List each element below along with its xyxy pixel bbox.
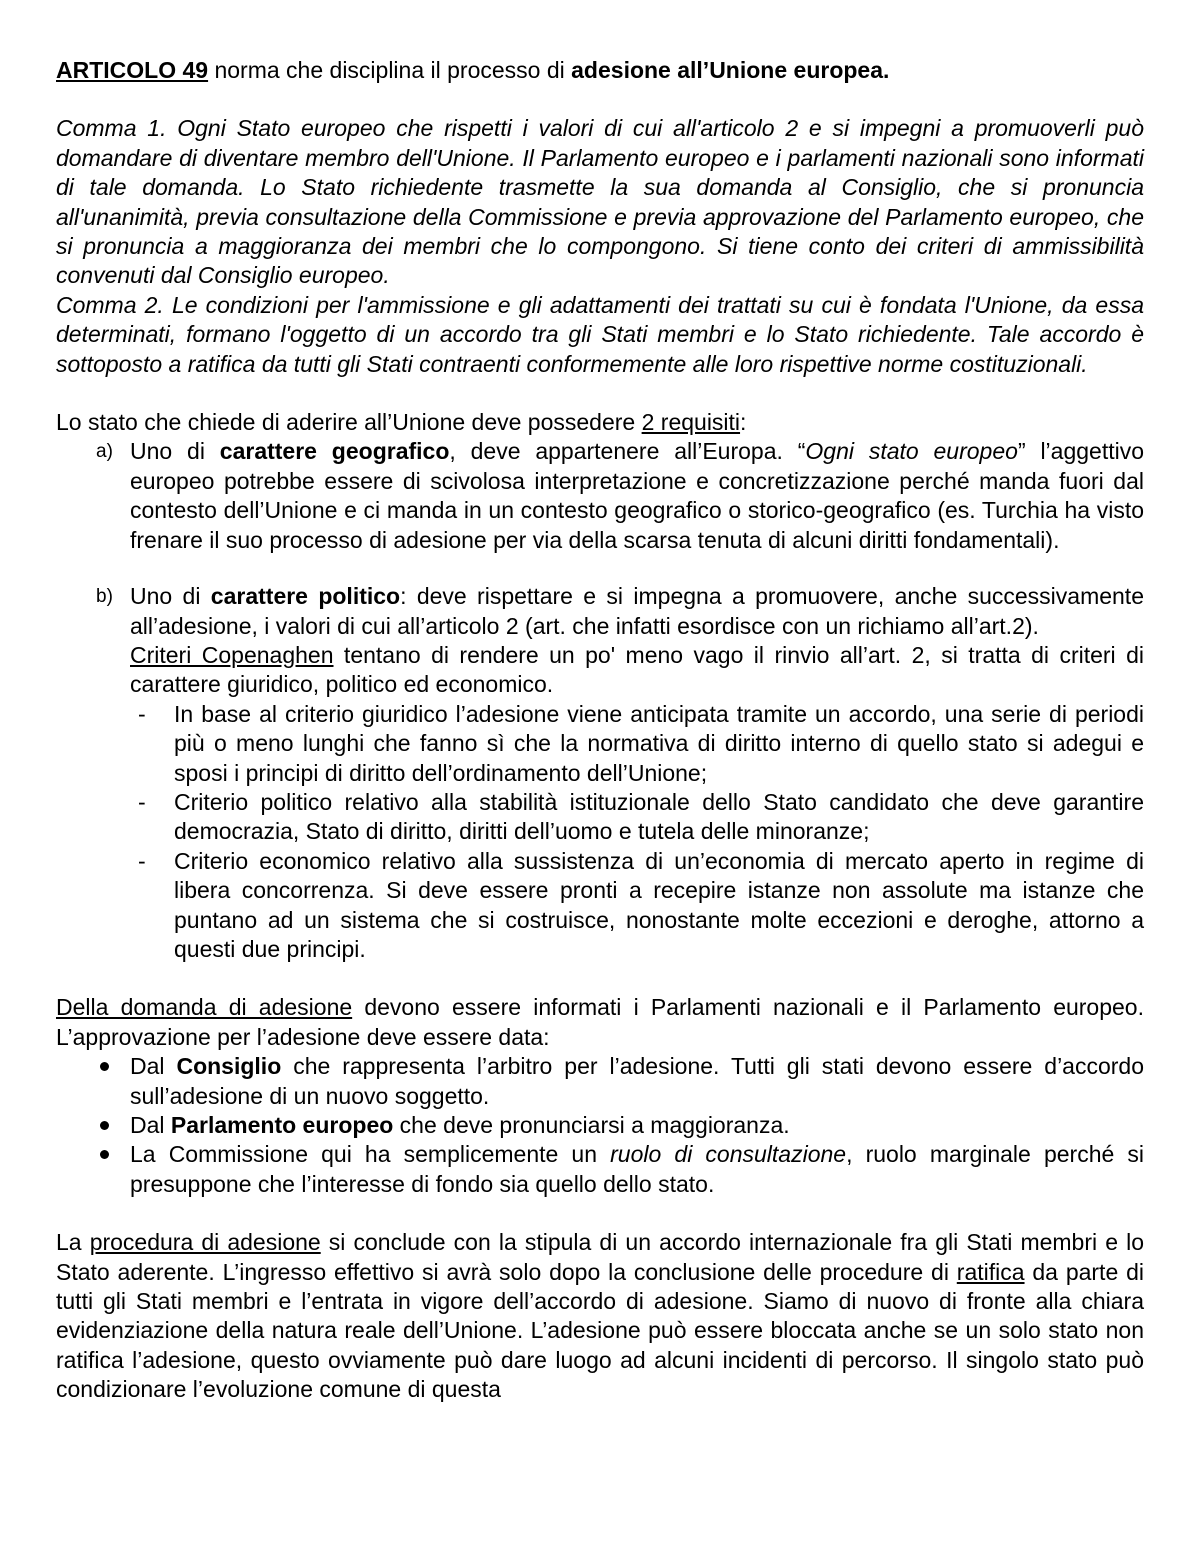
domanda-paragraph xyxy=(56,993,1144,1052)
list-marker-a: a) xyxy=(96,441,113,463)
item-b-bold: carattere politico xyxy=(210,583,401,610)
article-heading-text: norma che disciplina il processo di xyxy=(208,57,572,83)
dash-item xyxy=(56,700,1144,788)
requisiti-intro-text: Lo stato che chiede di aderire all’Unione deve possedere xyxy=(56,409,642,436)
bullet-item-parlamento xyxy=(56,1111,1144,1140)
item-b-t2: : deve rispettare e si impegna a promuovere, anche successivamente all’adesione, i valori di cui all’articolo 2 (art. che infatti esordisce con un richiamo all’art.2). xyxy=(130,583,1144,639)
copenaghen-text xyxy=(130,641,1144,700)
bullet-pre: La Commissione qui ha semplicemente un xyxy=(130,1141,611,1168)
bullet-text: , ruolo marginale perché si presuppone che l’interesse di fondo sia quello dello stato. xyxy=(130,1141,1145,1197)
item-a-bold: carattere geografico xyxy=(219,438,450,465)
procedura-t1: La xyxy=(56,1229,90,1256)
domanda-underline: Della domanda di adesione xyxy=(56,994,353,1021)
procedura-t3: da parte di tutti gli Stati membri e l’entrata in vigore dell’accordo di adesione. Siamo di nuovo di fronte alla chiara evidenziazione della natura reale dell’Unione. L’adesione può essere bloccata anche se un solo stato non ratifica l’adesione, questo ovviamente può dare luogo ad alcuni incidenti di percorso. Il singolo stato può condizionare l’evoluzione comune di questa xyxy=(56,1258,1144,1403)
ratifica-underline: ratifica xyxy=(956,1258,1025,1285)
bullet-italic: ruolo di consultazione xyxy=(610,1141,847,1168)
item-a-italic: Ogni stato europeo xyxy=(805,438,1018,465)
comma-1: Comma 1. Ogni Stato europeo che rispetti i valori di cui all'articolo 2 e si impegni a promuoverli può domandare di diventare membro dell'Unione. Il Parlamento europeo e i parlamenti nazionali sono informati di tale domanda. Lo Stato richiedente trasmette la sua domanda al Consiglio, che si pronuncia all'unanimità, previa consultazione della Commissione e previa approvazione del Parlamento europeo, che si pronuncia a maggioranza dei membri che lo compongono. Si tiene conto dei criteri di ammissibilità convenuti dal Consiglio europeo. xyxy=(56,115,1144,289)
bullet-icon xyxy=(100,1150,109,1159)
item-a-t3: ” l’aggettivo europeo potrebbe essere di scivolosa interpretazione e concretizzazione perché manda fuori dal contesto dell’Unione e ci manda in un contesto geografico o storico-geografico (es. Turchia ha visto frenare il suo processo di adesione per via della scarsa tenuta di alcuni diritti fondamentali). xyxy=(130,438,1145,553)
copenaghen-desc: tentano di rendere un po' meno vago il rinvio all’art. 2, si tratta di criteri di carattere giuridico, politico ed economico. xyxy=(130,641,1145,698)
copenaghen-link: Criteri Copenaghen xyxy=(130,641,334,668)
dash-marker: - xyxy=(138,847,146,874)
article-heading xyxy=(56,56,1144,85)
article-label: ARTICOLO 49 xyxy=(56,57,209,83)
bullet-bold: Parlamento europeo xyxy=(170,1112,394,1138)
article-heading-bold: adesione all’Unione europea. xyxy=(571,57,890,83)
comma-2: Comma 2. Le condizioni per l'ammissione e gli adattamenti dei trattati su cui è fondata l'Unione, da essa determinati, formano l'oggetto di un accordo tra gli Stati membri e lo Stato richiedente. Tale accordo è sottoposto a ratifica da tutti gli Stati contraenti conformemente alle loro rispettive norme costituzionali. xyxy=(56,291,1144,377)
bullet-icon xyxy=(100,1121,109,1130)
item-a-t2: , deve appartenere all’Europa. “ xyxy=(449,438,806,465)
list-item-b xyxy=(56,582,1144,700)
bullet-text: che deve pronunciarsi a maggioranza. xyxy=(393,1112,790,1138)
bullet-item-consiglio xyxy=(56,1052,1144,1111)
item-b-text xyxy=(130,582,1144,641)
bullet-item-commissione xyxy=(56,1140,1144,1199)
dash-text: In base al criterio giuridico l’adesione viene anticipata tramite un accordo, una serie di periodi più o meno lunghi che fanno sì che la normativa di diritto interno di quello stato si adegui e sposi i principi di diritto dell’ordinamento dell’Unione; xyxy=(174,700,1144,786)
dash-text: Criterio economico relativo alla sussistenza di un’economia di mercato aperto in regime di libera concorrenza. Si deve essere pronti a recepire istanze non assolute ma istanze che puntano ad un sistema che si costruisce, nonostante molte eccezioni e deroghe, attorno a questi due principi. xyxy=(174,847,1144,962)
list-item-a xyxy=(56,437,1144,555)
procedura-underline: procedura di adesione xyxy=(89,1229,321,1256)
list-marker-b: b) xyxy=(96,586,113,608)
procedura-paragraph xyxy=(56,1228,1144,1404)
item-b-t1: Uno di xyxy=(130,583,211,610)
procedura-t2: si conclude con la stipula di un accordo internazionale fra gli Stati membri e lo Stato aderente. L’ingresso effettivo si avrà solo dopo la conclusione delle procedure di xyxy=(56,1229,1144,1285)
domanda-text: devono essere informati i Parlamenti nazionali e il Parlamento europeo. L’approvazione per l’adesione deve essere data: xyxy=(56,994,1144,1050)
dash-item xyxy=(56,847,1144,965)
document-page xyxy=(56,56,1144,1405)
bullet-text: che rappresenta l’arbitro per l’adesione. Tutti gli stati devono essere d’accordo sull’adesione di un nuovo soggetto. xyxy=(130,1053,1144,1109)
bullet-bold: Consiglio xyxy=(176,1053,282,1080)
item-a-t1: Uno di xyxy=(130,438,220,465)
requisiti-colon: : xyxy=(740,409,747,436)
dash-item xyxy=(56,788,1144,847)
bullet-icon xyxy=(100,1062,109,1071)
requisiti-count: 2 requisiti xyxy=(641,409,741,436)
dash-text: Criterio politico relativo alla stabilità istituzionale dello Stato candidato che deve garantire democrazia, Stato di diritto, diritti dell’uomo e tutela delle minoranze; xyxy=(174,788,1144,845)
bullet-pre: Dal xyxy=(130,1112,171,1138)
requisiti-intro xyxy=(56,408,1144,437)
dash-marker: - xyxy=(138,700,146,727)
item-a-text xyxy=(130,437,1144,555)
dash-marker: - xyxy=(138,788,146,815)
bullet-pre: Dal xyxy=(130,1053,177,1080)
